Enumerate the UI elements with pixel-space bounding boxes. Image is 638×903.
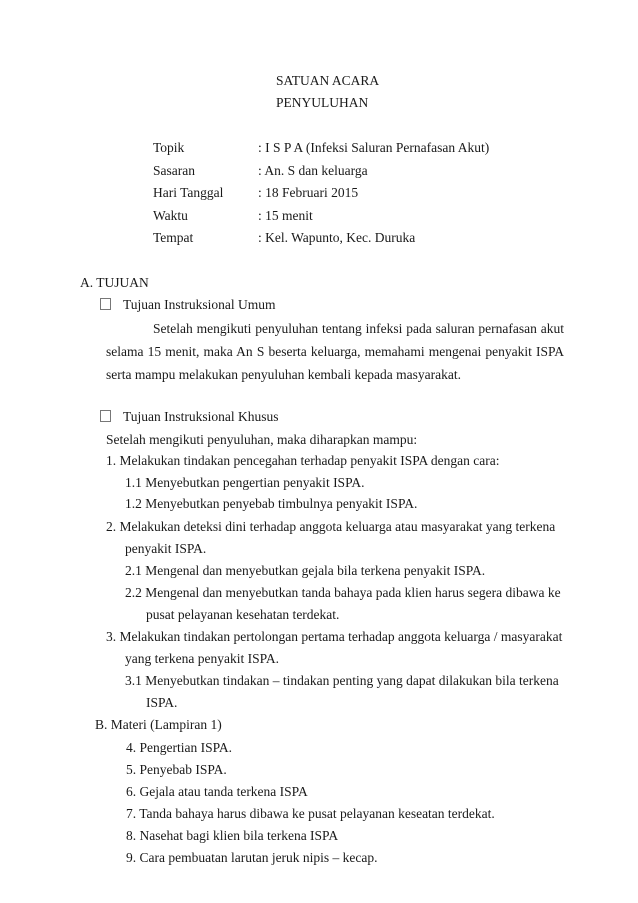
tik-item: 1. Melakukan tindakan pencegahan terhadap penyakit ISPA dengan cara: — [106, 453, 500, 468]
materi-item: 5. Penyebab ISPA. — [126, 762, 227, 777]
tiu-heading: Tujuan Instruksional Umum — [123, 297, 276, 312]
info-value-waktu: : 15 menit — [258, 208, 313, 223]
info-label-tempat: Tempat — [153, 230, 194, 245]
info-value-topik: : I S P A (Infeksi Saluran Pernafasan Akut) — [258, 140, 490, 155]
bullet-box-icon — [100, 298, 111, 310]
materi-item: 6. Gejala atau tanda terkena ISPA — [126, 784, 308, 799]
tiu-heading-row — [100, 296, 276, 314]
doc-title-line1: SATUAN ACARA — [276, 73, 380, 88]
materi-item: 7. Tanda bahaya harus dibawa ke pusat pelayanan keseatan terdekat. — [126, 806, 495, 821]
info-value-hari-tanggal: : 18 Februari 2015 — [258, 185, 359, 200]
tik-item: 1.1 Menyebutkan pengertian penyakit ISPA. — [125, 475, 365, 490]
section-a-heading: A. TUJUAN — [80, 275, 149, 290]
info-label-waktu: Waktu — [153, 208, 188, 223]
tik-item: 3.1 Menyebutkan tindakan – tindakan penting yang dapat dilakukan bila terkena — [125, 673, 559, 688]
info-value-tempat: : Kel. Wapunto, Kec. Duruka — [258, 230, 416, 245]
materi-item: 9. Cara pembuatan larutan jeruk nipis – kecap. — [126, 850, 378, 865]
tiu-line-3: serta mampu melakukan penyuluhan kembali kepada masyarakat. — [106, 367, 461, 382]
materi-item: 8. Nasehat bagi klien bila terkena ISPA — [126, 828, 339, 843]
bullet-box-icon — [100, 410, 111, 422]
tik-item: 2. Melakukan deteksi dini terhadap anggota keluarga atau masyarakat yang terkena — [106, 519, 556, 534]
materi-item: 4. Pengertian ISPA. — [126, 740, 233, 755]
info-value-sasaran: : An. S dan keluarga — [258, 163, 368, 178]
tik-item: 1.2 Menyebutkan penyebab timbulnya penyakit ISPA. — [125, 496, 418, 511]
tik-item: 2.2 Mengenal dan menyebutkan tanda bahaya pada klien harus segera dibawa ke — [125, 585, 561, 600]
info-label-topik: Topik — [153, 140, 185, 155]
tik-heading: Tujuan Instruksional Khusus — [123, 409, 279, 424]
tik-item: penyakit ISPA. — [125, 541, 207, 556]
tik-intro: Setelah mengikuti penyuluhan, maka diharapkan mampu: — [106, 432, 418, 447]
tik-item: ISPA. — [146, 695, 178, 710]
info-label-hari-tanggal: Hari Tanggal — [153, 185, 224, 200]
tiu-line-2: selama 15 menit, maka An S beserta keluarga, memahami mengenai penyakit ISPA — [106, 344, 564, 359]
tik-item: pusat pelayanan kesehatan terdekat. — [146, 607, 340, 622]
tik-item: 3. Melakukan tindakan pertolongan pertama terhadap anggota keluarga / masyarakat — [106, 629, 563, 644]
tik-heading-row — [100, 408, 279, 426]
tik-item: yang terkena penyakit ISPA. — [125, 651, 279, 666]
section-b-heading: B. Materi (Lampiran 1) — [95, 717, 222, 732]
tik-item: 2.1 Mengenal dan menyebutkan gejala bila terkena penyakit ISPA. — [125, 563, 486, 578]
info-label-sasaran: Sasaran — [153, 163, 195, 178]
doc-title-line2: PENYULUHAN — [276, 95, 369, 110]
tiu-line-1: Setelah mengikuti penyuluhan tentang infeksi pada saluran pernafasan akut — [153, 321, 564, 336]
